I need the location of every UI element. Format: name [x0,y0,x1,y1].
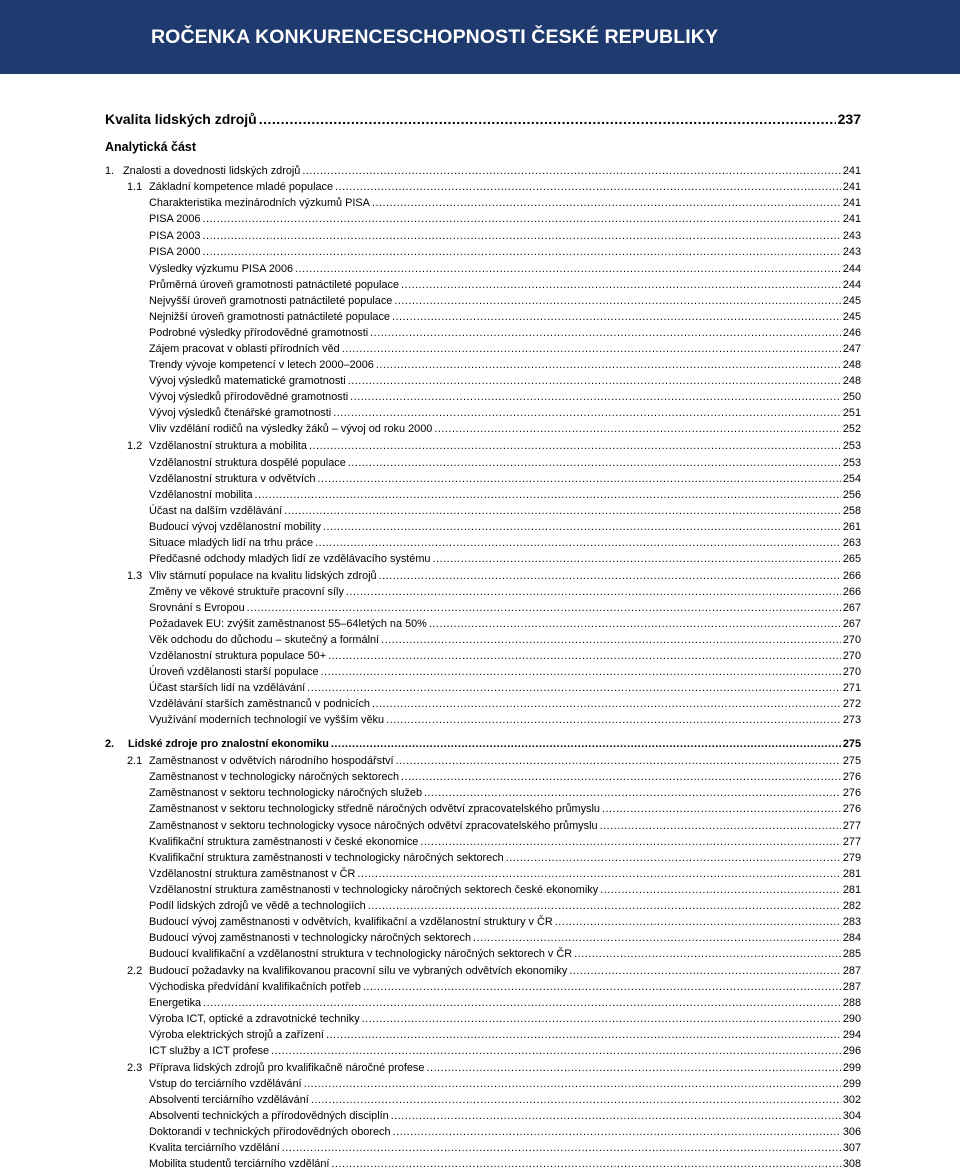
toc-entry[interactable] [149,633,861,647]
toc-entry-page: 284 [842,932,861,944]
dot-leader [368,899,841,913]
toc-entry-label: Zaměstnanost v sektoru technologicky náročných služeb [149,787,423,799]
toc-entry-label: Vzdělávání starších zaměstnanců v podnicích [149,698,370,710]
toc-entry-label: Základní kompetence mladé populace [149,181,334,193]
toc-entry-label: Budoucí vývoj vzdělanostní mobility [149,521,321,533]
toc-entry-label: Východiska předvídání kvalifikačních potřeb [149,981,361,993]
toc-entry-page: 266 [842,586,861,598]
dot-leader [247,601,841,615]
toc-entry-number: 2.1 [127,755,143,767]
toc-entry[interactable] [149,665,861,679]
toc-entry-page: 299 [842,1062,861,1074]
toc-entry-page: 270 [842,634,861,646]
dot-leader [381,633,841,647]
toc-entry[interactable] [149,504,861,518]
toc-entry-label: PISA 2000 [149,246,201,258]
toc-entry[interactable] [149,947,861,961]
toc-entry-label: Lidské zdroje pro znalostní ekonomiku [128,738,329,750]
toc-entry[interactable] [149,294,861,308]
toc-entry[interactable] [127,1061,861,1075]
toc-entry-label: Vliv stárnutí populace na kvalitu lidských zdrojů [149,570,377,582]
toc-entry-label: Budoucí požadavky na kvalifikovanou pracovní sílu ve vybraných odvětvích ekonomiky [149,965,568,977]
toc-entry[interactable] [149,770,861,784]
dot-leader [393,1125,841,1139]
toc-entry-label: Vzdělanostní struktura dospělé populace [149,457,346,469]
toc-entry-number: 2. [105,738,115,750]
toc-entry-label: Vývoj výsledků čtenářské gramotnosti [149,407,332,419]
dot-leader [255,488,841,502]
toc-entry-page: 272 [842,698,861,710]
toc-entry[interactable] [149,649,861,663]
toc-entry-label: Znalosti a dovednosti lidských zdrojů [123,165,301,177]
toc-entry-label: Vzdělanostní mobilita [149,489,253,501]
toc-entry-page: 271 [842,682,861,694]
dot-leader [202,245,840,259]
toc-entry-label: Budoucí vývoj zaměstnanosti v odvětvích, kvalifikační a vzdělanostní struktury v ČR [149,916,553,928]
toc-entry[interactable] [105,737,861,751]
toc-entry-label: Výroba elektrických strojů a zařízení [149,1029,324,1041]
toc-entry-page: 299 [842,1078,861,1090]
dot-leader [203,996,841,1010]
toc-entry[interactable] [149,196,861,210]
toc-entry-page: 248 [842,375,861,387]
toc-entry-number: 1.3 [127,570,143,582]
toc-entry-page: 247 [842,343,861,355]
toc-entry[interactable] [149,819,861,833]
dot-leader [392,310,841,324]
toc-entry[interactable] [149,358,861,372]
toc-entry-label: Vzdělanostní struktura v odvětvích [149,473,316,485]
toc-entry-label: Účast na dalším vzdělávání [149,505,283,517]
toc-entry-label: Vstup do terciárního vzdělávání [149,1078,302,1090]
header-title: ROČENKA KONKURENCESCHOPNOSTI ČESKÉ REPUBLIKY [151,26,719,48]
toc-entry-label: Kvalita terciárního vzdělání [149,1142,280,1154]
toc-entry-page: 275 [842,738,861,750]
toc-entry[interactable] [149,536,861,550]
toc-entry-page: 267 [842,602,861,614]
toc-entry-page: 288 [842,997,861,1009]
toc-entry[interactable] [149,1012,861,1026]
toc-entry[interactable] [149,406,861,420]
toc-entry[interactable] [149,802,861,816]
toc-entry[interactable] [105,164,861,178]
toc-entry-page: 244 [842,279,861,291]
toc-entry[interactable] [149,883,861,897]
toc-entry[interactable] [149,212,861,226]
toc-entry[interactable] [149,915,861,929]
toc-entry[interactable] [149,229,861,243]
toc-entry[interactable] [149,931,861,945]
toc-entry-page: 254 [842,473,861,485]
toc-entry[interactable] [149,1157,861,1171]
toc-entry-page: 276 [842,803,861,815]
toc-entry-label: Budoucí vývoj zaměstnanosti v technologicky náročných sektorech [149,932,472,944]
toc-entry-label: Úroveň vzdělanosti starší populace [149,666,319,678]
toc-entry[interactable] [149,786,861,800]
dot-leader [424,786,841,800]
toc-entry-label: Zájem pracovat v oblasti přírodních věd [149,343,340,355]
toc-entry-page: 277 [842,820,861,832]
toc-entry[interactable] [127,754,861,768]
toc-entry-number: 1. [105,165,115,177]
toc-entry[interactable] [127,964,861,978]
toc-entry[interactable] [149,697,861,711]
toc-entry-number: 2.3 [127,1062,143,1074]
toc-entry-page: 245 [842,295,861,307]
toc-entry-label: Podíl lidských zdrojů ve vědě a technologiích [149,900,366,912]
toc-entry-page: 250 [842,391,861,403]
toc-entry-page: 261 [842,521,861,533]
dot-leader [420,835,840,849]
dot-leader [429,617,841,631]
toc-entry-page: 281 [842,868,861,880]
toc-entry-label: Analytická část [105,140,197,154]
toc-entry[interactable] [149,980,861,994]
toc-entry-label: Podrobné výsledky přírodovědné gramotnosti [149,327,369,339]
toc-entry[interactable] [149,488,861,502]
toc-entry-page: 244 [842,263,861,275]
dot-leader [357,867,840,881]
toc-entry-label: Využívání moderních technologií ve vyšším věku [149,714,385,726]
toc-entry-page: 285 [842,948,861,960]
toc-entry-label: Vzdělanostní struktura zaměstnanosti v technologicky náročných sektorech české ekonomiky [149,884,599,896]
toc-entry-number: 1.2 [127,440,143,452]
toc-entry-label: Průměrná úroveň gramotnosti patnáctileté populace [149,279,400,291]
toc-entry[interactable] [149,262,861,276]
dot-leader [346,585,841,599]
toc-entry[interactable] [105,139,861,155]
toc-entry[interactable] [149,422,861,436]
toc-entry-page: 290 [842,1013,861,1025]
toc-entry-page: 263 [842,537,861,549]
toc-entry-page: 302 [842,1094,861,1106]
toc-entry-label: Příprava lidských zdrojů pro kvalifikačně náročné profese [149,1062,425,1074]
dot-leader [555,915,841,929]
toc-entry-number: 2.2 [127,965,143,977]
toc-entry-page: 253 [842,440,861,452]
dot-leader [372,196,841,210]
toc-entry[interactable] [149,585,861,599]
dot-leader [376,358,841,372]
dot-leader [386,713,841,727]
dot-leader [602,802,841,816]
dot-leader [321,665,841,679]
dot-leader [379,569,841,583]
toc-entry-label: Zaměstnanost v sektoru technologicky vysoce náročných odvětví zpracovatelského průmyslu [149,820,598,832]
dot-leader [295,262,841,276]
toc-entry[interactable] [127,569,861,583]
dot-leader [401,278,841,292]
toc-entry[interactable] [149,617,861,631]
dot-leader [396,754,841,768]
toc-entry-page: 241 [842,213,861,225]
toc-entry[interactable] [149,1077,861,1091]
dot-leader [391,1109,841,1123]
toc-entry[interactable] [149,1141,861,1155]
toc-entry-label: Energetika [149,997,202,1009]
toc-entry-page: 287 [842,981,861,993]
dot-leader [311,1093,841,1107]
dot-leader [284,504,841,518]
toc-entry-number: 1.1 [127,181,143,193]
dot-leader [307,681,841,695]
toc-entry-page: 282 [842,900,861,912]
toc-entry-page: 252 [842,423,861,435]
toc-entry-page: 241 [842,181,861,193]
toc-entry[interactable] [149,245,861,259]
toc-entry-label: Věk odchodu do důchodu – skutečný a formální [149,634,380,646]
toc-entry-page: 275 [842,755,861,767]
toc-entry[interactable] [149,472,861,486]
toc-entry-label: Účast starších lidí na vzdělávání [149,682,306,694]
toc-entry[interactable] [149,851,861,865]
toc-entry[interactable] [149,1109,861,1123]
toc-entry[interactable] [149,713,861,727]
dot-leader [569,964,841,978]
toc-entry[interactable] [149,1028,861,1042]
dot-leader [600,819,841,833]
dot-leader [473,931,841,945]
toc-entry[interactable] [149,310,861,324]
dot-leader [342,342,841,356]
dot-leader [370,326,841,340]
toc-entry-label: Kvalita lidských zdrojů [105,111,257,127]
toc-entry-label: Srovnání s Evropou [149,602,245,614]
toc-entry-page: 266 [842,570,861,582]
toc-entry[interactable] [149,1093,861,1107]
toc-entry-label: Předčasné odchody mladých lidí ze vzdělávacího systému [149,553,431,565]
toc-entry-page: 287 [842,965,861,977]
toc-entry[interactable] [149,996,861,1010]
dot-leader [350,390,841,404]
toc-entry[interactable] [105,110,861,128]
toc-entry[interactable] [149,601,861,615]
toc-entry-label: Vzdělanostní struktura populace 50+ [149,650,327,662]
toc-entry-page: 241 [842,165,861,177]
toc-entry[interactable] [127,439,861,453]
dot-leader [401,770,841,784]
toc-entry-page: 277 [842,836,861,848]
dot-leader [331,737,841,751]
dot-leader [434,422,841,436]
toc-entry-page: 283 [842,916,861,928]
dot-leader [394,294,840,308]
dot-leader [309,439,841,453]
toc-entry-page: 258 [842,505,861,517]
toc-entry-page: 243 [842,230,861,242]
dot-leader [363,980,841,994]
dot-leader [348,374,841,388]
toc-entry-label: Kvalifikační struktura zaměstnanosti v české ekonomice [149,836,419,848]
dot-leader [333,406,841,420]
toc-entry-page: 251 [842,407,861,419]
toc-entry[interactable] [149,520,861,534]
toc-entry-label: Požadavek EU: zvýšit zaměstnanost 55–64letých na 50% [149,618,427,630]
dot-leader [362,1012,841,1026]
toc-entry-page: 256 [842,489,861,501]
toc-entry-label: Charakteristika mezinárodních výzkumů PISA [149,197,370,209]
toc-entry-page: 296 [842,1045,861,1057]
toc-entry-label: Mobilita studentů terciárního vzdělání [149,1158,330,1170]
toc-entry-page: 248 [842,359,861,371]
toc-entry[interactable] [149,1125,861,1139]
toc-entry-label: Výroba ICT, optické a zdravotnické techniky [149,1013,360,1025]
toc-entry-page: 241 [842,197,861,209]
dot-leader [323,520,841,534]
dot-leader [426,1061,840,1075]
dot-leader [328,649,841,663]
toc-entry-page: 276 [842,771,861,783]
toc-entry-page: 281 [842,884,861,896]
toc-entry-label: Zaměstnanost v sektoru technologicky středně náročných odvětví zpracovatelského průmyslu [149,803,600,815]
toc-entry-page: 306 [842,1126,861,1138]
dot-leader [271,1044,841,1058]
dot-leader [574,947,841,961]
toc-entry[interactable] [149,278,861,292]
toc-entry-label: Vývoj výsledků přírodovědné gramotnosti [149,391,349,403]
toc-entry[interactable] [149,374,861,388]
toc-entry-label: Absolventi technických a přírodovědných disciplín [149,1110,389,1122]
toc-entry[interactable] [149,552,861,566]
toc-entry-page: 253 [842,457,861,469]
toc-entry-page: 243 [842,246,861,258]
toc-entry-page: 270 [842,666,861,678]
toc-entry-label: Vzdělanostní struktura zaměstnanost v ČR [149,868,356,880]
toc-entry-page: 304 [842,1110,861,1122]
dot-leader [331,1157,840,1171]
dot-leader [348,456,841,470]
toc-entry-page: 294 [842,1029,861,1041]
toc-entry-page: 265 [842,553,861,565]
toc-entry-page: 270 [842,650,861,662]
toc-entry[interactable] [149,1044,861,1058]
toc-entry-label: Vliv vzdělání rodičů na výsledky žáků – vývoj od roku 2000 [149,423,433,435]
toc-entry-label: Změny ve věkové struktuře pracovní síly [149,586,344,598]
dot-leader [317,472,840,486]
toc-entry-page: 308 [842,1158,861,1170]
toc-entry-label: Trendy vývoje kompetencí v letech 2000–2006 [149,359,374,371]
dot-leader [304,1077,841,1091]
toc-entry-label: Výsledky výzkumu PISA 2006 [149,263,294,275]
toc-entry-label: Nejnižší úroveň gramotnosti patnáctileté populace [149,311,390,323]
toc-entry-label: ICT služby a ICT profese [149,1045,270,1057]
dot-leader [506,851,841,865]
dot-leader [202,229,840,243]
dot-leader [259,110,836,128]
toc-entry[interactable] [149,342,861,356]
toc-entry-page: 273 [842,714,861,726]
toc-entry[interactable] [149,681,861,695]
dot-leader [600,883,841,897]
dot-leader [335,180,841,194]
toc-entry[interactable] [127,180,861,194]
toc-entry[interactable] [149,390,861,404]
toc-entry-label: Doktorandi v technických přírodovědných oborech [149,1126,391,1138]
toc-entry[interactable] [149,899,861,913]
toc-entry-label: Budoucí kvalifikační a vzdělanostní struktura v technologicky náročných sektorech v ČR [149,948,573,960]
toc-entry-label: Zaměstnanost v odvětvích národního hospodářství [149,755,394,767]
toc-entry[interactable] [149,456,861,470]
dot-leader [326,1028,841,1042]
dot-leader [302,164,840,178]
dot-leader [372,697,841,711]
toc-entry-label: Zaměstnanost v technologicky náročných sektorech [149,771,400,783]
toc-entry-label: Vzdělanostní struktura a mobilita [149,440,307,452]
toc-entry-page: 246 [842,327,861,339]
toc-entry[interactable] [149,326,861,340]
toc-entry-page: 276 [842,787,861,799]
toc-entry-label: PISA 2003 [149,230,201,242]
toc-entry-label: Situace mladých lidí na trhu práce [149,537,314,549]
toc-entry-label: PISA 2006 [149,213,201,225]
toc-entry-page: 267 [842,618,861,630]
toc-entry-label: Vývoj výsledků matematické gramotnosti [149,375,346,387]
toc-entry-page: 237 [837,111,861,127]
toc-entry-page: 245 [842,311,861,323]
dot-leader [282,1141,841,1155]
toc-entry-label: Nejvyšší úroveň gramotnosti patnáctileté populace [149,295,393,307]
dot-leader [315,536,841,550]
toc-entry-label: Absolventi terciárního vzdělávání [149,1094,309,1106]
toc-entry-page: 307 [842,1142,861,1154]
dot-leader [202,212,840,226]
toc-entry-label: Kvalifikační struktura zaměstnanosti v technologicky náročných sektorech [149,852,504,864]
dot-leader [433,552,841,566]
toc-entry[interactable] [149,867,861,881]
toc-entry[interactable] [149,835,861,849]
toc-entry-page: 279 [842,852,861,864]
